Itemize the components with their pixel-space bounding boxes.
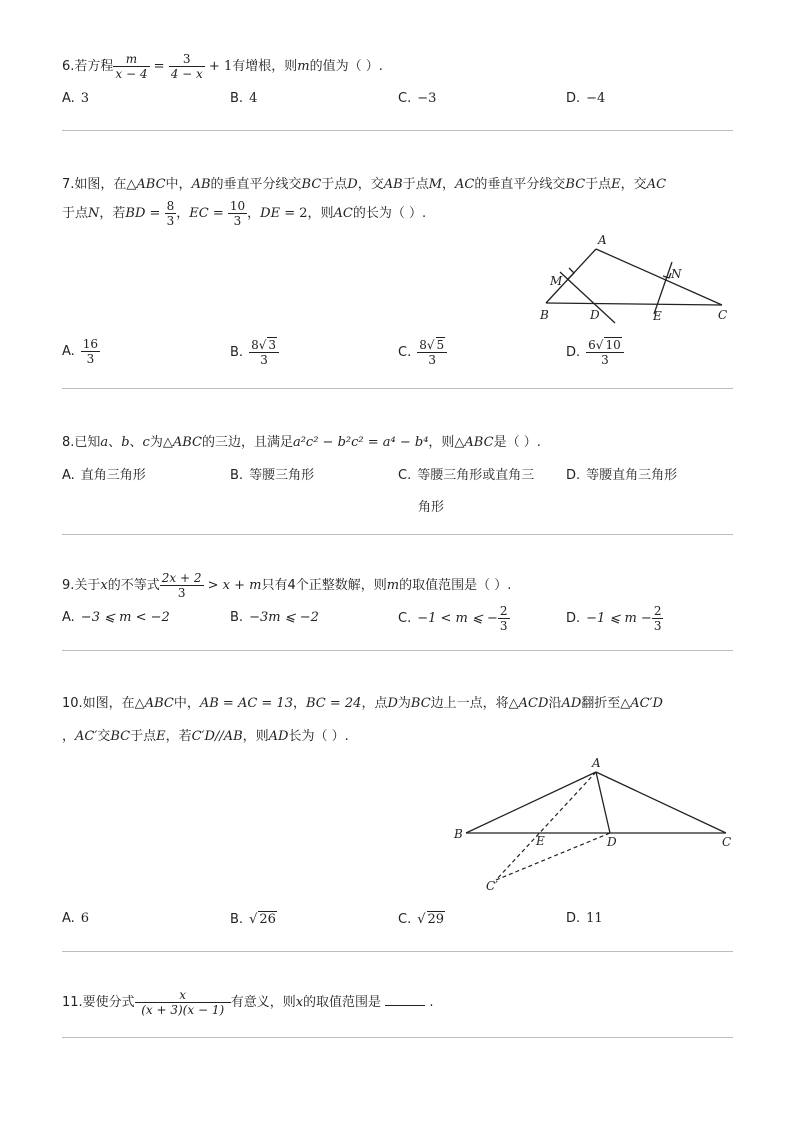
q10-side-ac (596, 772, 726, 833)
math: AB (191, 177, 211, 192)
math: AC′ (75, 729, 98, 744)
math: M (428, 177, 443, 192)
text: ，点 (361, 696, 388, 711)
math: a (100, 435, 109, 450)
option-label: D. (566, 911, 581, 926)
text: ，交 (357, 177, 384, 192)
math: E (611, 177, 621, 192)
q6-option-b[interactable] (230, 91, 257, 106)
option-label: B. (230, 912, 244, 927)
option-label: C. (398, 91, 412, 106)
math: BC = 24 (306, 696, 362, 711)
q6-frac1-den: x − 4 (115, 67, 148, 81)
q8-equation: a²c² − b²c² = a⁴ − b⁴ (292, 435, 429, 450)
text: 中， (173, 696, 200, 711)
text: 为 (397, 696, 411, 711)
option-value: 等腰三角形或直角三 (417, 468, 535, 483)
text: 沿 (548, 696, 562, 711)
option-label: D. (566, 344, 581, 360)
q8-option-b[interactable] (230, 464, 314, 483)
option-label: D. (566, 468, 581, 483)
q7-label-a: A (598, 233, 607, 247)
math: BC (301, 177, 322, 192)
q8-option-c-wrap (418, 496, 444, 515)
divider (62, 388, 733, 389)
text: . (429, 995, 434, 1010)
q8-option-a[interactable] (62, 464, 146, 483)
radicand: 29 (427, 912, 445, 927)
den: 3 (586, 352, 624, 367)
q6-fraction-2 (169, 52, 205, 81)
math: ABC (464, 435, 494, 450)
option-fraction: $\frac{8√ 5}{3}$ (417, 337, 447, 367)
text: 11.要使分式 (62, 995, 135, 1010)
math: AD (268, 729, 289, 744)
math: BC (110, 729, 131, 744)
option-label: B. (230, 91, 244, 106)
option-label: C. (398, 468, 412, 483)
q6-prefix: 6.若方程 (62, 59, 114, 74)
q6-frac2-den: 4 − x (170, 67, 203, 81)
text: ，若 (165, 729, 192, 744)
text: 边上一点，将△ (430, 696, 519, 711)
text: 有意义，则 (230, 995, 296, 1010)
radicand: 5 (436, 338, 445, 352)
q10-label-d: D (607, 835, 617, 849)
q10-label-c-prime: C′ (486, 879, 498, 892)
q10-figure (450, 756, 740, 892)
math: ABC (144, 696, 174, 711)
q7-label-b: B (540, 308, 549, 322)
q8-option-c[interactable] (398, 464, 534, 483)
text: ，若 (99, 206, 126, 221)
q11-stem (62, 984, 433, 1022)
q11-answer-blank[interactable] (385, 995, 425, 1006)
q6-plus-one: + 1 (208, 59, 233, 74)
text: ， (176, 206, 190, 221)
q7-option-c[interactable] (398, 337, 447, 367)
math: BC (410, 696, 431, 711)
math: ACD (518, 696, 549, 711)
text: 是（ ）. (493, 435, 541, 450)
option-label: C. (398, 611, 412, 626)
math: AC (646, 177, 667, 192)
text: 翻折至△ (581, 696, 631, 711)
radicand: 3 (268, 338, 276, 352)
q6-var: m (297, 59, 310, 74)
num: 6 (588, 338, 596, 352)
q7-label-d: D (590, 308, 600, 322)
math: AC (333, 206, 353, 221)
q6-option-d[interactable] (566, 91, 605, 106)
num: 8 (166, 199, 175, 213)
option-value-cont: 角形 (418, 500, 445, 515)
q9-fraction (160, 571, 204, 600)
q7-perp-bisector-ac (654, 262, 672, 314)
option-value: −3 (417, 91, 437, 106)
math: EC (189, 206, 209, 221)
q7-side-ac (596, 249, 722, 305)
option-label: A. (62, 610, 75, 625)
q6-frac2-num: 3 (182, 52, 191, 66)
num: 2x + 2 (161, 571, 202, 585)
text: 于点 (402, 177, 429, 192)
text: 的垂直平分线交 (210, 177, 302, 192)
option-label: D. (566, 611, 581, 626)
q10-segment-ad (596, 772, 610, 833)
text: ， (292, 696, 306, 711)
option-label: D. (566, 91, 581, 106)
q7-side-bc (546, 303, 722, 305)
q6-tail: 的值为（ ）. (309, 59, 383, 74)
option-fraction: $\frac{8√ 3}{3}$ (249, 337, 279, 367)
q10-stem-line-1 (62, 692, 663, 711)
q7-label-e: E (653, 309, 662, 323)
option-label: B. (230, 610, 244, 625)
num: 8 (419, 338, 427, 352)
q10-option-c[interactable]: C. √ 29 (398, 912, 445, 927)
option-label: B. (230, 468, 244, 483)
q10-option-d[interactable] (566, 911, 603, 926)
q10-stem-line-2 (62, 725, 349, 744)
den: 3 (81, 351, 100, 366)
math: x (295, 995, 304, 1010)
q7-stem-line-1 (62, 173, 666, 192)
math: BD (125, 206, 146, 221)
radicand: 26 (259, 912, 276, 927)
text: 9.关于 (62, 578, 101, 593)
q11-fraction (135, 988, 231, 1017)
option-value: 6 (80, 911, 90, 926)
math: D (387, 696, 398, 711)
text: ，交 (620, 177, 647, 192)
math: ABC (136, 177, 166, 192)
q8-option-d[interactable] (566, 464, 677, 483)
den: 3 (160, 585, 204, 600)
option-fraction (652, 604, 664, 633)
q10-side-ab (466, 772, 596, 833)
math: m (386, 578, 400, 593)
text: 7.如图，在△ (62, 177, 137, 192)
text: 的三边，且满足 (201, 435, 293, 450)
text: 于点 (321, 177, 348, 192)
q8-stem (62, 431, 541, 450)
text: 于点 (62, 206, 89, 221)
text: 10.如图，在△ (62, 696, 145, 711)
option-value: −3m ⩽ −2 (249, 610, 319, 625)
den: 3 (228, 213, 247, 228)
q10-label-e: E (536, 834, 545, 848)
q7-option-b[interactable] (230, 337, 279, 367)
divider (62, 951, 733, 952)
option-value: −1 < m ⩽ − (417, 611, 498, 626)
q7-perp-bisector-ab (560, 272, 615, 323)
option-value: −4 (586, 91, 606, 106)
math: > x + m (207, 578, 262, 593)
q10-label-b: B (454, 827, 463, 841)
den: (x + 3)(x − 1) (135, 1002, 231, 1017)
math: C′D//AB (191, 729, 243, 744)
option-value: 等腰三角形 (249, 468, 315, 483)
option-label: A. (62, 91, 75, 106)
option-value: −3 ⩽ m < −2 (80, 610, 170, 625)
den: 3 (166, 214, 175, 228)
q9-option-b[interactable] (230, 610, 319, 625)
text: ，则△ (428, 435, 465, 450)
divider (62, 534, 733, 535)
text: ， (62, 729, 76, 744)
math: N (88, 206, 100, 221)
q6-fraction-1 (113, 52, 149, 81)
option-value: 11 (586, 911, 603, 926)
q7-option-a[interactable] (62, 337, 100, 366)
q10-segment-ac-prime (496, 772, 596, 880)
text: 的取值范围是（ ）. (399, 578, 512, 593)
num: 8 (251, 338, 259, 352)
divider (62, 650, 733, 651)
q10-label-a: A (592, 756, 601, 770)
q10-segment-c-prime-d (496, 833, 610, 880)
text: ，则 (242, 729, 269, 744)
text: ，则 (307, 206, 334, 221)
den: 3 (499, 619, 508, 633)
q7-label-c: C (718, 308, 728, 322)
math: ABC (172, 435, 202, 450)
q7-option-d[interactable] (566, 337, 624, 367)
q9-stem (62, 567, 511, 605)
option-label: C. (398, 912, 412, 927)
math: c (142, 435, 150, 450)
q6-option-c[interactable] (398, 91, 436, 106)
math: AD (561, 696, 582, 711)
math: = (212, 206, 224, 221)
num: 16 (82, 337, 99, 351)
text: ， (247, 206, 261, 221)
text: 的垂直平分线交 (474, 177, 566, 192)
math: = 2 (284, 206, 308, 221)
text: ， (442, 177, 456, 192)
math: AB (383, 177, 403, 192)
option-value: 等腰直角三角形 (586, 468, 678, 483)
math: DE (260, 206, 281, 221)
q9-option-c[interactable] (398, 601, 510, 637)
math: b (121, 435, 130, 450)
option-label: A. (62, 468, 75, 483)
divider (62, 130, 733, 131)
text: 于点 (585, 177, 612, 192)
num: 2 (499, 604, 508, 618)
text: 、 (129, 435, 143, 450)
q6-suffix: 有增根，则 (232, 59, 298, 74)
text: 、 (108, 435, 122, 450)
text: 为△ (149, 435, 173, 450)
q6-stem (62, 48, 383, 86)
text: 只有4个正整数解，则 (261, 578, 387, 593)
q6-equals: = (153, 59, 165, 74)
option-value: −1 ⩽ m − (586, 611, 652, 626)
option-label: A. (62, 344, 75, 359)
option-fraction (81, 337, 100, 366)
math: D (347, 177, 358, 192)
q9-option-d[interactable] (566, 601, 663, 637)
option-label: A. (62, 911, 75, 926)
option-value: 直角三角形 (80, 468, 146, 483)
math: = (149, 206, 161, 221)
q10-option-b[interactable]: B. √ 26 (230, 912, 276, 927)
text: 中， (165, 177, 192, 192)
text: 的不等式 (107, 578, 160, 593)
text: 的长为（ ）. (352, 206, 427, 221)
text: 交 (97, 729, 111, 744)
option-value: 4 (249, 91, 258, 106)
num: 10 (229, 199, 246, 213)
radicand: 10 (605, 338, 621, 352)
option-fraction: $\frac{6√ 10}{3}$ (586, 337, 624, 367)
q7-label-m: M (550, 274, 563, 288)
option-fraction (498, 604, 510, 633)
num: 2 (653, 604, 662, 618)
option-label: B. (230, 344, 244, 360)
den: 3 (417, 352, 447, 367)
q7-figure (530, 232, 740, 324)
math: BC (565, 177, 586, 192)
q7-right-angle-m (568, 268, 574, 279)
option-value: 3 (80, 91, 90, 106)
math: x (100, 578, 108, 593)
q7-label-n: N (671, 267, 682, 281)
q6-frac1-num: m (125, 52, 138, 66)
math: E (156, 729, 166, 744)
den: 3 (653, 619, 662, 633)
text: 于点 (130, 729, 157, 744)
q6-option-a[interactable] (62, 91, 89, 106)
q7-frac-bd (165, 199, 177, 228)
text: 的取值范围是 (303, 995, 382, 1010)
q9-option-a[interactable] (62, 610, 170, 625)
q7-stem-line-2 (62, 196, 426, 232)
math: AB = AC = 13 (199, 696, 293, 711)
option-label: C. (398, 344, 412, 360)
q7-frac-ec (228, 199, 247, 228)
q10-label-c: C (722, 835, 732, 849)
math: AC (455, 177, 475, 192)
math: AC′D (630, 696, 663, 711)
divider (62, 1037, 733, 1038)
num: x (179, 988, 187, 1002)
text: 8.已知 (62, 435, 101, 450)
text: 长为（ ）. (288, 729, 349, 744)
q10-option-a[interactable] (62, 911, 89, 926)
den: 3 (249, 352, 279, 367)
